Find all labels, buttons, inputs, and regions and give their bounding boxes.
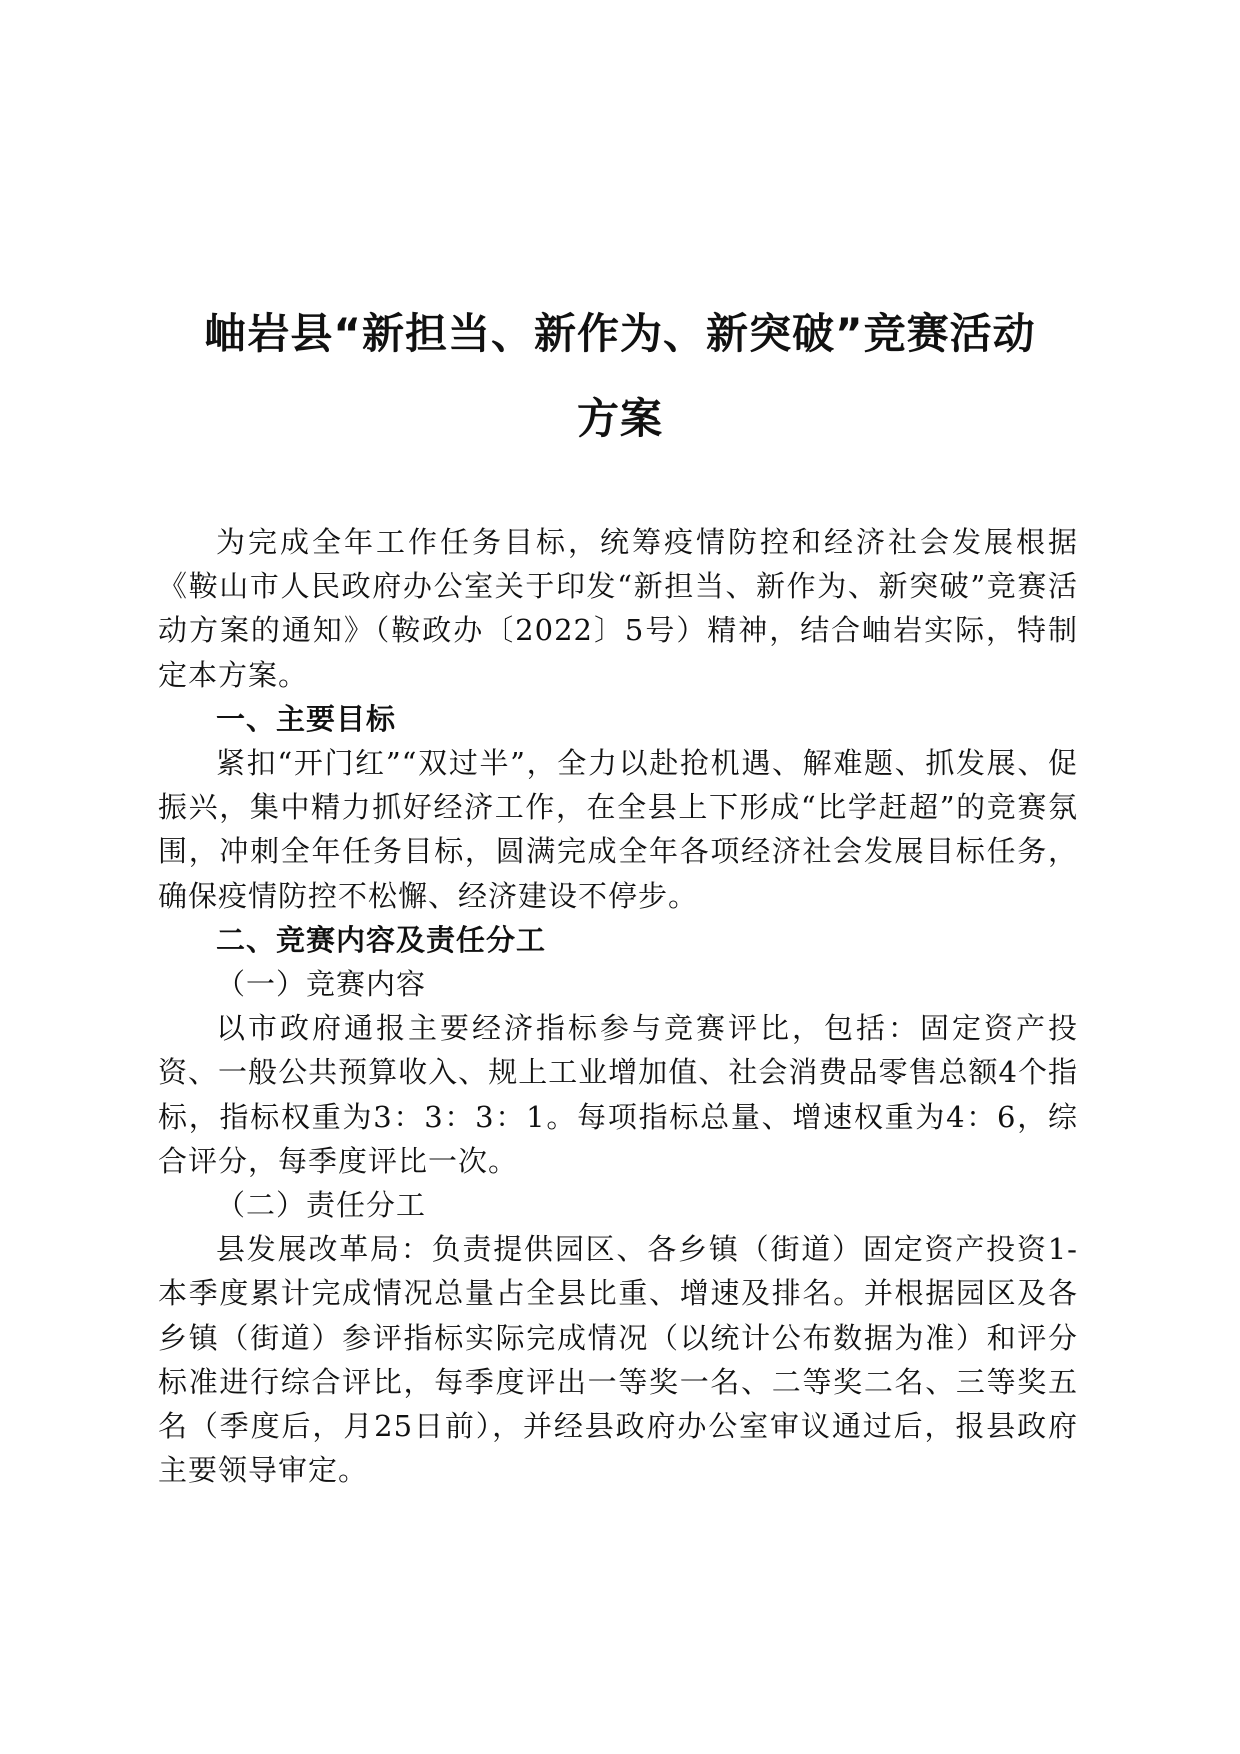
section-2-1-paragraph: 以市政府通报主要经济指标参与竞赛评比，包括：固定资产投资、一般公共预算收入、规上工业增加值、社会消费品零售总额4个指标，指标权重为3：3：3：1。每项指标总量、增速权重为4：6，综合评分，每季度评比一次。 (158, 1011, 1078, 1178)
document-title-line-1: 岫岩县“新担当、新作为、新突破”竞赛活动 (204, 309, 1036, 358)
section-1-heading: 一、主要目标 (216, 701, 397, 736)
section-1-paragraph: 紧扣“开门红”“双过半”，全力以赴抢机遇、解难题、抓发展、促振兴，集中精力抓好经济工作，在全县上下形成“比学赶超”的竞赛氛围，冲刺全年任务目标，圆满完成全年各项经济社会发展目标任务，确保疫情防控不松懈、经济建设不停步。 (158, 746, 1078, 913)
document-body (158, 520, 1078, 1492)
section-2-1-heading: （一）竞赛内容 (216, 967, 427, 1002)
section-2-2-paragraph: 县发展改革局：负责提供园区、各乡镇（街道）固定资产投资1-本季度累计完成情况总量占全县比重、增速及排名。并根据园区及各乡镇（街道）参评指标实际完成情况（以统计公布数据为准）和评分标准进行综合评比，每季度评出一等奖一名、二等奖二名、三等奖五名（季度后，月25日前），并经县政府办公室审议通过后，报县政府主要领导审定。 (158, 1232, 1078, 1488)
section-2-2-heading: （二）责任分工 (216, 1188, 427, 1223)
document-title-line-2: 方案 (576, 394, 663, 443)
intro-paragraph: 为完成全年工作任务目标，统筹疫情防控和经济社会发展根据《鞍山市人民政府办公室关于印发“新担当、新作为、新突破”竞赛活动方案的通知》（鞍政办〔2022〕5号）精神，结合岫岩实际，特制定本方案。 (158, 525, 1078, 692)
section-2-heading: 二、竞赛内容及责任分工 (216, 922, 547, 957)
